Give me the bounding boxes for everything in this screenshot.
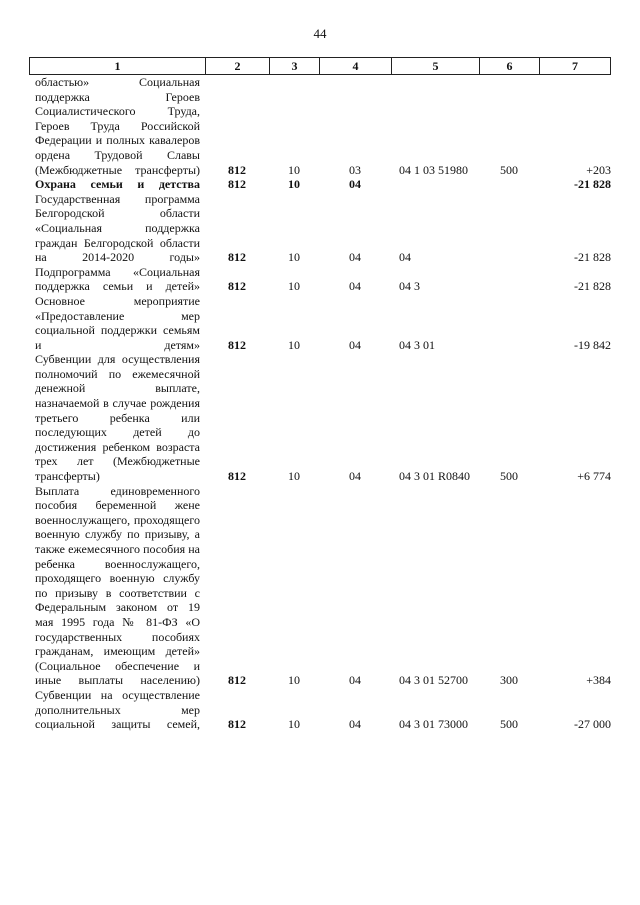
- page-number: 44: [313, 26, 327, 41]
- row-col-2: 812: [228, 279, 246, 294]
- row-col-5: 04 3 01 73000: [399, 717, 468, 732]
- row-col-5: 04 3 01 R0840: [399, 469, 471, 484]
- row-col-3: 10: [288, 717, 300, 732]
- row-col-7: +6 774: [577, 469, 611, 484]
- row-col-3: 10: [288, 162, 300, 177]
- row-col-7: -21 828: [574, 279, 611, 294]
- row-col-2: 812: [228, 469, 246, 484]
- row-col-2: 812: [228, 250, 246, 265]
- row-description: областью» Социальная поддержка Героев Социалистического Труда, Героев Труда Российской Федерации и полных кавалеров ордена Трудовой Славы (Межбюджетные трансферты): [35, 75, 200, 177]
- row-col-5: 04 1 03 51980: [399, 162, 468, 177]
- table-body: [0, 75, 640, 732]
- table-row: [0, 294, 640, 352]
- table-header: [29, 57, 611, 75]
- row-description: Подпрограмма «Социальная поддержка семьи и детей»: [35, 264, 200, 294]
- row-col-6: 500: [500, 717, 518, 732]
- row-description: Выплата единовременного пособия беременной жене военнослужащего, проходящего военную службу по призыву, а также ежемесячного пособия на ребенка военнослужащего, проходящего военную службу по призыву в соответствии с Федеральным законом от 19 мая 1995 года № 81-ФЗ «О государственных пособиях гражданам, имеющим детей» (Социальное обеспечение и иные выплаты населению): [35, 483, 200, 688]
- row-col-4: 04: [349, 250, 361, 265]
- row-col-6: 500: [500, 162, 518, 177]
- row-col-2: 812: [228, 337, 246, 352]
- row-col-5: 04 3: [399, 279, 420, 294]
- table-row: [0, 177, 640, 192]
- row-col-6: 300: [500, 673, 518, 688]
- table-row: [0, 192, 640, 265]
- row-col-7: +384: [586, 673, 611, 688]
- row-col-4: 04: [349, 717, 361, 732]
- row-description: Субвенции на осуществление дополнительных мер социальной защиты семей,: [35, 687, 200, 732]
- row-description: Субвенции для осуществления полномочий по ежемесячной денежной выплате, назначаемой в случае рождения третьего ребенка или последующих детей до достижения ребенком возраста трех лет (Межбюджетные трансферты): [35, 352, 200, 484]
- row-col-7: +203: [586, 162, 611, 177]
- row-description: Основное мероприятие «Предоставление мер социальной поддержки семьям и детям»: [35, 293, 200, 352]
- row-col-2: 812: [228, 673, 246, 688]
- row-col-7: -21 828: [574, 177, 611, 192]
- row-col-4: 04: [349, 469, 361, 484]
- column-header-5: 5: [392, 58, 480, 74]
- column-header-4: 4: [320, 58, 392, 74]
- column-header-1: 1: [30, 58, 206, 74]
- table-row: [0, 484, 640, 688]
- row-col-3: 10: [288, 337, 300, 352]
- column-header-3: 3: [270, 58, 320, 74]
- row-col-3: 10: [288, 673, 300, 688]
- column-header-2: 2: [206, 58, 270, 74]
- row-col-5: 04: [399, 250, 411, 265]
- table-row: [0, 265, 640, 294]
- row-col-5: 04 3 01 52700: [399, 673, 468, 688]
- row-col-3: 10: [288, 469, 300, 484]
- row-col-7: -19 842: [574, 337, 611, 352]
- row-description: Государственная программа Белгородской области «Социальная поддержка граждан Белгородской области на 2014-2020 годы»: [35, 191, 200, 265]
- row-col-3: 10: [288, 279, 300, 294]
- column-header-7: 7: [572, 59, 578, 73]
- row-col-7: -27 000: [574, 717, 611, 732]
- row-col-4: 04: [349, 337, 361, 352]
- row-col-2: 812: [228, 177, 246, 192]
- table-row: [0, 688, 640, 732]
- row-col-4: 04: [349, 279, 361, 294]
- row-col-3: 10: [288, 177, 300, 192]
- row-col-3: 10: [288, 250, 300, 265]
- row-col-2: 812: [228, 717, 246, 732]
- table-row: [0, 352, 640, 483]
- row-col-2: 812: [228, 162, 246, 177]
- row-col-5: 04 3 01: [399, 337, 435, 352]
- row-col-7: -21 828: [574, 250, 611, 265]
- row-description: Охрана семьи и детства: [35, 177, 200, 192]
- row-col-6: 500: [500, 469, 518, 484]
- row-col-4: 03: [349, 162, 361, 177]
- table-row: [0, 75, 640, 177]
- row-col-4: 04: [349, 177, 361, 192]
- row-col-4: 04: [349, 673, 361, 688]
- column-header-6: 6: [480, 58, 540, 74]
